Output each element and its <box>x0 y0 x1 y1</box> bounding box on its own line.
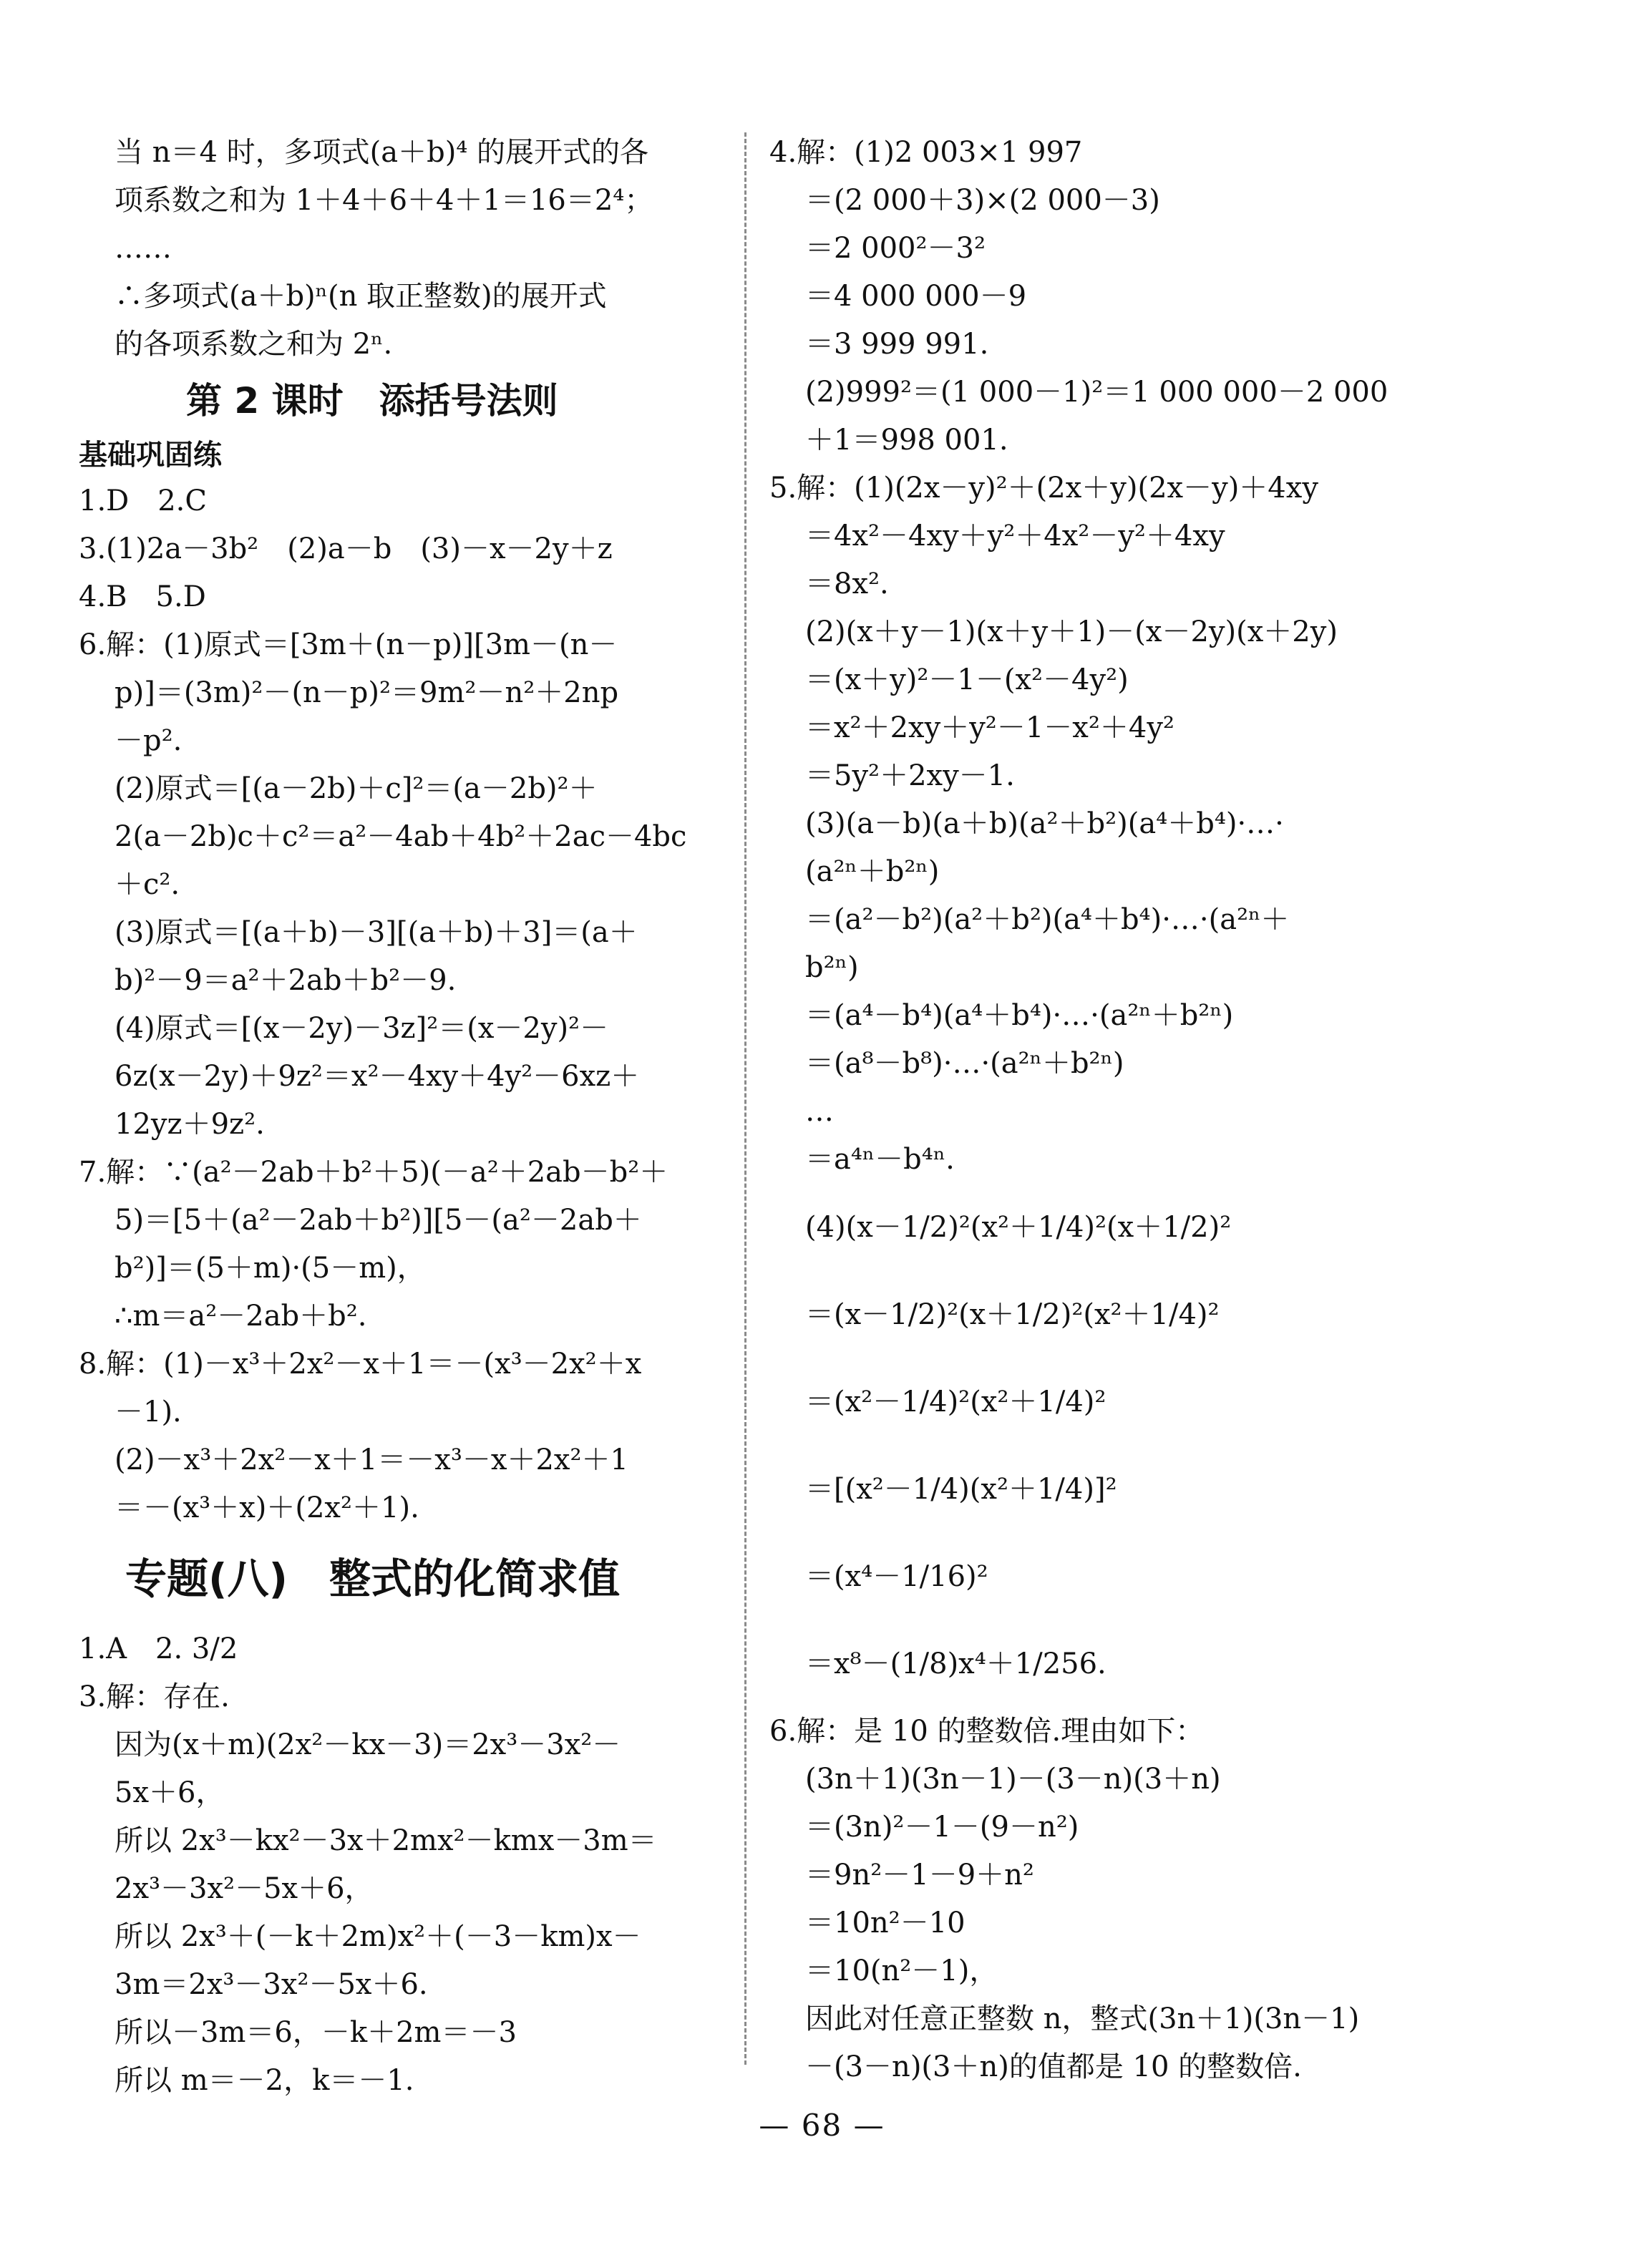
solution-line: 所以 2x³－kx²－3x＋2mx²－kmx－3m＝ <box>115 1824 657 1857</box>
solution-line: 5x＋6， <box>115 1776 225 1809</box>
topic-title: 专题(八) 整式的化简求值 <box>125 1554 621 1603</box>
solution-line: p)]＝(3m)²－(n－p)²＝9m²－n²＋2np <box>115 676 619 709</box>
text-line: 的各项系数之和为 2ⁿ. <box>115 328 393 361</box>
lesson-title: 第 2 课时 添括号法则 <box>186 380 558 422</box>
solution-line: ＝x²＋2xy＋y²－1－x²＋4y² <box>805 711 1174 744</box>
solution-line: ＝10n²－10 <box>805 1907 966 1940</box>
solution-line: ＝(2 000＋3)×(2 000－3) <box>805 184 1160 217</box>
answer-line: 1.D 2.C <box>79 485 208 517</box>
section-title: 基础巩固练 <box>79 439 222 472</box>
solution-line: 5.解：(1)(2x－y)²＋(2x＋y)(2x－y)＋4xy <box>769 472 1318 505</box>
solution-line: －p². <box>115 724 183 757</box>
solution-line: ＋1＝998 001. <box>805 424 1008 457</box>
solution-line: －(3－n)(3＋n)的值都是 10 的整数倍. <box>805 2050 1302 2083</box>
solution-line: (3n＋1)(3n－1)－(3－n)(3＋n) <box>805 1763 1221 1796</box>
solution-line: ＝－(x³＋x)＋(2x²＋1). <box>115 1491 419 1524</box>
answer-line: 4.B 5.D <box>79 580 206 613</box>
solution-line: (3)(a－b)(a＋b)(a²＋b²)(a⁴＋b⁴)·…· <box>805 807 1284 840</box>
solution-line: 4.解：(1)2 003×1 997 <box>769 136 1083 169</box>
formula-line: ＝(x⁴－1/16)² <box>805 1560 988 1593</box>
solution-line: ＝(a⁴－b⁴)(a⁴＋b⁴)·…·(a²ⁿ＋b²ⁿ) <box>805 999 1234 1032</box>
solution-line: ＝8x². <box>805 568 889 600</box>
formula-line: (4)(x－1/2)²(x²＋1/4)²(x＋1/2)² <box>805 1211 1232 1244</box>
solution-line: ＝(a²－b²)(a²＋b²)(a⁴＋b⁴)·…·(a²ⁿ＋ <box>805 903 1290 936</box>
solution-line: 3m＝2x³－3x²－5x＋6. <box>115 1968 428 2001</box>
solution-line: ＝4 000 000－9 <box>805 280 1027 313</box>
answer-line: 1.A 2. 3/2 <box>79 1632 238 1665</box>
solution-line: (2)(x＋y－1)(x＋y＋1)－(x－2y)(x＋2y) <box>805 615 1338 648</box>
column-divider <box>744 132 746 2065</box>
solution-line: ＝(x＋y)²－1－(x²－4y²) <box>805 663 1129 696</box>
solution-line: (3)原式＝[(a＋b)－3][(a＋b)＋3]＝(a＋ <box>115 916 638 949</box>
formula-line: ＝[(x²－1/4)(x²＋1/4)]² <box>805 1473 1117 1506</box>
solution-line: 5)＝[5＋(a²－2ab＋b²)][5－(a²－2ab＋ <box>115 1204 642 1237</box>
solution-line: 7.解：∵(a²－2ab＋b²＋5)(－a²＋2ab－b²＋ <box>79 1156 668 1189</box>
solution-line: ＝3 999 991. <box>805 328 989 361</box>
page-number: — 68 — <box>759 2108 885 2143</box>
solution-line: 2(a－2b)c＋c²＝a²－4ab＋4b²＋2ac－4bc <box>115 820 687 853</box>
solution-line: ＝(3n)²－1－(9－n²) <box>805 1811 1079 1844</box>
solution-line: 3.解：存在. <box>79 1680 230 1713</box>
solution-line: 6.解：是 10 的整数倍.理由如下： <box>769 1715 1205 1748</box>
solution-line: b)²－9＝a²＋2ab＋b²－9. <box>115 964 457 997</box>
solution-line: (2)－x³＋2x²－x＋1＝－x³－x＋2x²＋1 <box>115 1444 628 1476</box>
text-line: 项系数之和为 1＋4＋6＋4＋1＝16＝2⁴； <box>115 184 653 217</box>
solution-line: 所以 m＝－2，k＝－1. <box>115 2064 414 2097</box>
solution-line: 8.解：(1)－x³＋2x²－x＋1＝－(x³－2x²＋x <box>79 1348 642 1381</box>
solution-line: 6z(x－2y)＋9z²＝x²－4xy＋4y²－6xz＋ <box>115 1060 640 1093</box>
solution-line: ∴m＝a²－2ab＋b². <box>115 1300 367 1333</box>
text-line: 当 n＝4 时，多项式(a＋b)⁴ 的展开式的各 <box>115 136 649 169</box>
solution-line: ＝a⁴ⁿ－b⁴ⁿ. <box>805 1143 955 1176</box>
solution-line: 12yz＋9z². <box>115 1108 265 1141</box>
solution-line: 所以 2x³＋(－k＋2m)x²＋(－3－km)x－ <box>115 1920 641 1953</box>
formula-line: ＝(x－1/2)²(x＋1/2)²(x²＋1/4)² <box>805 1298 1220 1331</box>
solution-line: 因为(x＋m)(2x²－kx－3)＝2x³－3x²－ <box>115 1728 621 1761</box>
solution-line: ＝4x²－4xy＋y²＋4x²－y²＋4xy <box>805 520 1225 553</box>
solution-line: ＝(a⁸－b⁸)·…·(a²ⁿ＋b²ⁿ) <box>805 1047 1124 1080</box>
solution-line: 所以－3m＝6，－k＋2m＝－3 <box>115 2016 517 2049</box>
solution-line: (a²ⁿ＋b²ⁿ) <box>805 855 940 888</box>
formula-line: ＝(x²－1/4)²(x²＋1/4)² <box>805 1386 1106 1418</box>
right-column <box>769 129 1485 2091</box>
solution-line: 2x³－3x²－5x＋6， <box>115 1872 374 1905</box>
solution-line: ＝10(n²－1)， <box>805 1955 998 1987</box>
solution-line: b²ⁿ) <box>805 951 859 984</box>
text-line: ∴多项式(a＋b)ⁿ(n 取正整数)的展开式 <box>115 280 607 313</box>
solution-line: 6.解：(1)原式＝[3m＋(n－p)][3m－(n－ <box>79 628 618 661</box>
answer-line: 3.(1)2a－3b² (2)a－b (3)－x－2y＋z <box>79 532 613 565</box>
text-line: …… <box>115 232 172 265</box>
solution-line: (2)999²＝(1 000－1)²＝1 000 000－2 000 <box>805 376 1388 409</box>
solution-line: ＝9n²－1－9＋n² <box>805 1859 1034 1892</box>
solution-line: (4)原式＝[(x－2y)－3z]²＝(x－2y)²－ <box>115 1012 609 1045</box>
solution-line: －1). <box>115 1396 182 1429</box>
solution-line: (2)原式＝[(a－2b)＋c]²＝(a－2b)²＋ <box>115 772 598 805</box>
left-column <box>79 129 723 2105</box>
solution-line: ＝5y²＋2xy－1. <box>805 759 1015 792</box>
solution-line: ＝2 000²－3² <box>805 232 986 265</box>
solution-line: b²)]＝(5＋m)·(5－m)， <box>115 1252 426 1285</box>
solution-line: 因此对任意正整数 n，整式(3n＋1)(3n－1) <box>805 2002 1360 2035</box>
solution-line: ＋c². <box>115 868 180 901</box>
formula-line: ＝x⁸－(1/8)x⁴＋1/256. <box>805 1648 1106 1680</box>
solution-line: … <box>805 1095 834 1128</box>
